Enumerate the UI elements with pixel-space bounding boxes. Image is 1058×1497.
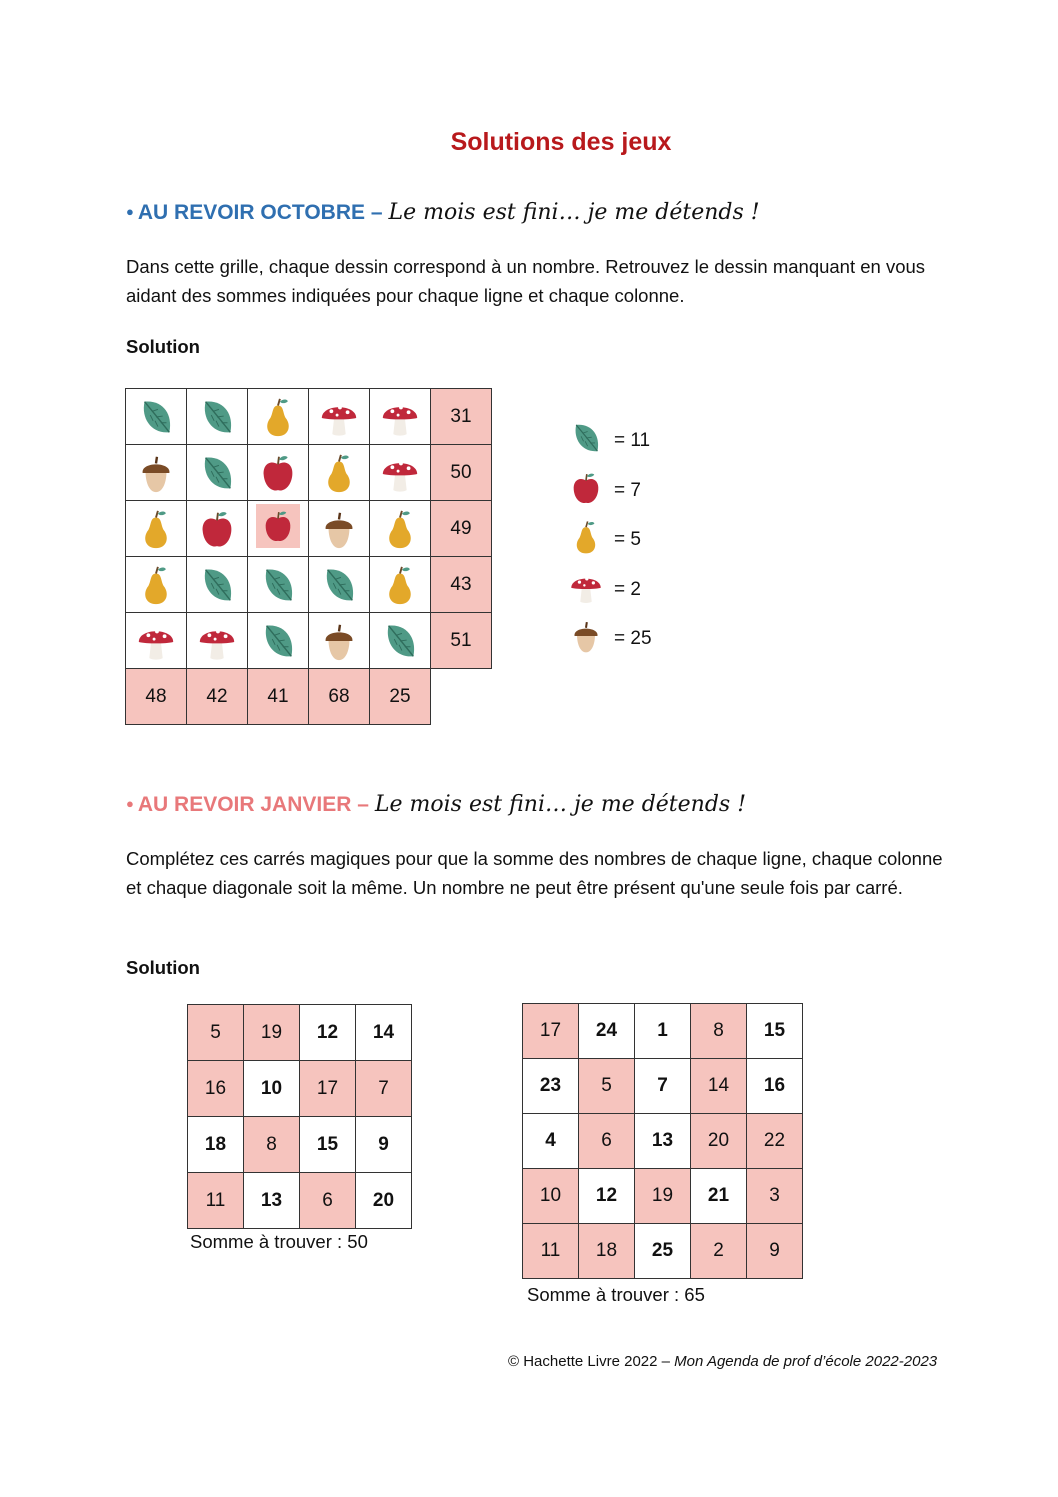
solution-number-cell: 20 bbox=[691, 1114, 747, 1169]
legend-value: = 25 bbox=[614, 628, 652, 649]
solution-number-cell: 19 bbox=[635, 1169, 691, 1224]
grid-cell bbox=[126, 445, 187, 501]
legend-item bbox=[568, 618, 652, 660]
given-number-cell: 7 bbox=[635, 1059, 691, 1114]
magic-square-4x4 bbox=[187, 1004, 412, 1229]
legend-value: = 5 bbox=[614, 529, 641, 550]
leaf-icon bbox=[135, 396, 177, 438]
solution-number-cell: 8 bbox=[691, 1004, 747, 1059]
grid-cell bbox=[370, 501, 431, 557]
leaf-icon bbox=[196, 452, 238, 494]
instructions-text: Complétez ces carrés magiques pour que la somme des nombres de chaque ligne, chaque colonne et chaque diagonale soit la même. Un nombre ne peut être présent qu'une seule fois par carré. bbox=[126, 848, 943, 898]
given-number-cell: 13 bbox=[244, 1173, 300, 1229]
given-number-cell: 21 bbox=[691, 1169, 747, 1224]
grid-cell bbox=[248, 557, 309, 613]
square-row bbox=[188, 1005, 412, 1061]
apple-icon bbox=[260, 508, 296, 544]
given-number-cell: 15 bbox=[747, 1004, 803, 1059]
acorn-icon bbox=[318, 508, 360, 550]
pear-icon bbox=[379, 564, 421, 606]
grid-row bbox=[126, 501, 492, 557]
given-number-cell: 12 bbox=[300, 1005, 356, 1061]
acorn-icon bbox=[568, 618, 604, 654]
leaf-icon bbox=[318, 564, 360, 606]
square-row bbox=[523, 1169, 803, 1224]
section-heading-october bbox=[126, 200, 760, 225]
legend-value: = 11 bbox=[614, 430, 651, 451]
bullet-icon: ● bbox=[126, 795, 134, 811]
leaf-icon bbox=[257, 564, 299, 606]
grid-cell bbox=[248, 445, 309, 501]
solution-number-cell: 5 bbox=[188, 1005, 244, 1061]
square-row bbox=[523, 1114, 803, 1169]
solution-number-cell: 9 bbox=[747, 1224, 803, 1279]
grid-cell bbox=[187, 613, 248, 669]
solution-number-cell: 14 bbox=[691, 1059, 747, 1114]
given-number-cell: 15 bbox=[300, 1117, 356, 1173]
grid-cell bbox=[187, 445, 248, 501]
mushroom-icon bbox=[568, 569, 604, 605]
row-sum: 43 bbox=[431, 557, 492, 613]
solution-number-cell: 17 bbox=[300, 1061, 356, 1117]
square-row bbox=[188, 1117, 412, 1173]
solution-number-cell: 6 bbox=[300, 1173, 356, 1229]
square-row bbox=[188, 1173, 412, 1229]
grid-cell bbox=[248, 613, 309, 669]
section-subtitle: Le mois est fini… je me détends ! bbox=[388, 200, 760, 225]
leaf-icon bbox=[257, 620, 299, 662]
answer-highlight bbox=[256, 504, 300, 548]
given-number-cell: 25 bbox=[635, 1224, 691, 1279]
magic-square-5x5 bbox=[522, 1003, 803, 1279]
given-number-cell: 16 bbox=[747, 1059, 803, 1114]
row-sum: 50 bbox=[431, 445, 492, 501]
apple-icon bbox=[196, 508, 238, 550]
column-sums-row bbox=[126, 669, 492, 725]
square-row bbox=[523, 1059, 803, 1114]
column-sum: 68 bbox=[309, 669, 370, 725]
legend-item bbox=[568, 420, 650, 462]
magic-sum-label: Somme à trouver : 50 bbox=[190, 1231, 368, 1252]
grid-cell bbox=[126, 613, 187, 669]
column-sum: 48 bbox=[126, 669, 187, 725]
pear-icon bbox=[568, 519, 604, 555]
grid-cell bbox=[248, 389, 309, 445]
leaf-icon bbox=[379, 620, 421, 662]
given-number-cell: 23 bbox=[523, 1059, 579, 1114]
legend-item bbox=[568, 470, 641, 512]
solution-number-cell: 8 bbox=[244, 1117, 300, 1173]
given-number-cell: 9 bbox=[356, 1117, 412, 1173]
grid-cell bbox=[309, 613, 370, 669]
solution-number-cell: 3 bbox=[747, 1169, 803, 1224]
grid-row bbox=[126, 557, 492, 613]
leaf-icon bbox=[196, 564, 238, 606]
given-number-cell: 20 bbox=[356, 1173, 412, 1229]
pear-icon bbox=[257, 396, 299, 438]
grid-row bbox=[126, 613, 492, 669]
column-sum: 42 bbox=[187, 669, 248, 725]
leaf-icon bbox=[196, 396, 238, 438]
square-row bbox=[188, 1061, 412, 1117]
grid-cell bbox=[309, 501, 370, 557]
grid-cell bbox=[370, 389, 431, 445]
apple-icon bbox=[568, 470, 604, 506]
given-number-cell: 10 bbox=[244, 1061, 300, 1117]
grid-cell bbox=[126, 389, 187, 445]
pear-icon bbox=[318, 452, 360, 494]
column-sum: 41 bbox=[248, 669, 309, 725]
legend-value: = 7 bbox=[614, 479, 641, 501]
solution-number-cell: 17 bbox=[523, 1004, 579, 1059]
given-number-cell: 13 bbox=[635, 1114, 691, 1169]
legend-item bbox=[568, 519, 641, 561]
grid-cell bbox=[126, 557, 187, 613]
acorn-icon bbox=[135, 452, 177, 494]
copyright-text: © Hachette Livre 2022 – bbox=[508, 1353, 670, 1370]
empty-corner bbox=[431, 669, 492, 725]
solution-number-cell: 16 bbox=[188, 1061, 244, 1117]
section-title: AU REVOIR OCTOBRE – bbox=[137, 201, 383, 224]
grid-cell bbox=[309, 557, 370, 613]
pear-icon bbox=[135, 564, 177, 606]
legend-value: = 2 bbox=[614, 578, 641, 600]
grid-cell bbox=[187, 557, 248, 613]
solution-number-cell: 22 bbox=[747, 1114, 803, 1169]
book-title: Mon Agenda de prof d’école 2022-2023 bbox=[674, 1353, 938, 1370]
grid-cell bbox=[248, 501, 309, 557]
mushroom-icon bbox=[318, 396, 360, 438]
solution-label: Solution bbox=[126, 336, 200, 357]
given-number-cell: 24 bbox=[579, 1004, 635, 1059]
grid-cell bbox=[309, 445, 370, 501]
solution-number-cell: 18 bbox=[579, 1224, 635, 1279]
section-heading-january bbox=[126, 792, 746, 817]
solution-label: Solution bbox=[126, 957, 200, 978]
solution-number-cell: 11 bbox=[523, 1224, 579, 1279]
acorn-icon bbox=[318, 620, 360, 662]
grid-cell bbox=[187, 501, 248, 557]
solution-number-cell: 5 bbox=[579, 1059, 635, 1114]
mushroom-icon bbox=[379, 452, 421, 494]
grid-cell bbox=[370, 613, 431, 669]
apple-icon bbox=[257, 452, 299, 494]
instructions-text: Dans cette grille, chaque dessin correspond à un nombre. Retrouvez le dessin manquant en vous aidant des sommes indiquées pour chaque ligne et chaque colonne. bbox=[126, 256, 926, 306]
mushroom-icon bbox=[379, 396, 421, 438]
section-subtitle: Le mois est fini… je me détends ! bbox=[374, 792, 747, 817]
solution-number-cell: 19 bbox=[244, 1005, 300, 1061]
section-title: AU REVOIR JANVIER – bbox=[137, 793, 369, 816]
leaf-icon bbox=[568, 420, 604, 456]
solution-number-cell: 11 bbox=[188, 1173, 244, 1229]
row-sum: 31 bbox=[431, 389, 492, 445]
solution-number-cell: 10 bbox=[523, 1169, 579, 1224]
given-number-cell: 12 bbox=[579, 1169, 635, 1224]
given-number-cell: 18 bbox=[188, 1117, 244, 1173]
column-sum: 25 bbox=[370, 669, 431, 725]
grid-cell bbox=[370, 445, 431, 501]
solution-number-cell: 6 bbox=[579, 1114, 635, 1169]
given-number-cell: 1 bbox=[635, 1004, 691, 1059]
bullet-icon: ● bbox=[126, 203, 134, 219]
solution-number-cell: 2 bbox=[691, 1224, 747, 1279]
mushroom-icon bbox=[135, 620, 177, 662]
given-number-cell: 14 bbox=[356, 1005, 412, 1061]
mushroom-icon bbox=[196, 620, 238, 662]
legend-item bbox=[568, 569, 641, 611]
page-title: Solutions des jeux bbox=[450, 128, 672, 156]
footer-credit bbox=[508, 1353, 937, 1370]
square-row bbox=[523, 1004, 803, 1059]
grid-cell bbox=[187, 389, 248, 445]
grid-cell bbox=[370, 557, 431, 613]
grid-cell bbox=[126, 501, 187, 557]
picture-sum-grid bbox=[125, 388, 492, 725]
grid-row bbox=[126, 445, 492, 501]
grid-cell bbox=[309, 389, 370, 445]
given-number-cell: 4 bbox=[523, 1114, 579, 1169]
grid-row bbox=[126, 389, 492, 445]
row-sum: 51 bbox=[431, 613, 492, 669]
pear-icon bbox=[379, 508, 421, 550]
magic-sum-label: Somme à trouver : 65 bbox=[527, 1284, 705, 1305]
square-row bbox=[523, 1224, 803, 1279]
solution-number-cell: 7 bbox=[356, 1061, 412, 1117]
row-sum: 49 bbox=[431, 501, 492, 557]
pear-icon bbox=[135, 508, 177, 550]
